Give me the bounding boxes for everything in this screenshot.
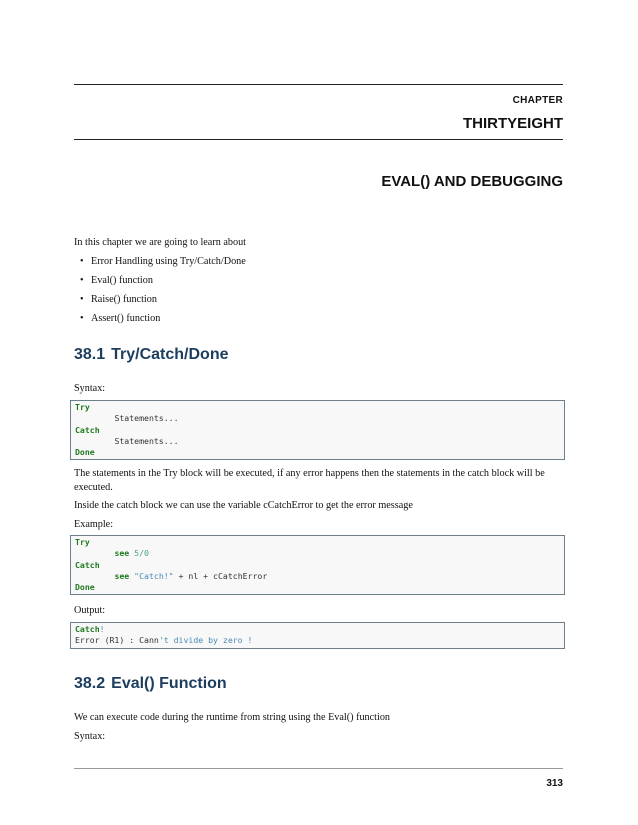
output-label: Output: (74, 605, 106, 616)
code-string: 't divide by zero ! (158, 635, 253, 646)
syntax-code-block (70, 400, 565, 460)
header-bottom-rule (74, 139, 563, 140)
footer-rule (74, 768, 563, 769)
chapter-label: CHAPTER (512, 95, 563, 106)
code-keyword: Try (75, 402, 90, 412)
try-description-paragraph: The statements in the Try block will be executed, if any error happens then the statements in the catch block will be executed. (74, 468, 545, 493)
example-code-block (70, 535, 565, 595)
section-title: Try/Catch/Done (111, 346, 229, 363)
code-text: + nl + cCatchError (173, 570, 268, 581)
section-heading-eval (74, 675, 227, 693)
intro-list-item: • Raise() function (91, 293, 157, 307)
syntax-label: Syntax: (74, 383, 106, 394)
section-title: Eval() Function (111, 675, 227, 692)
code-number: 5/0 (134, 548, 149, 559)
intro-list-item: • Eval() function (91, 274, 153, 288)
example-label: Example: (74, 519, 114, 530)
code-keyword: Catch (75, 624, 100, 634)
code-keyword: see (114, 548, 130, 559)
code-keyword: Done (75, 447, 95, 458)
code-string: "Catch!" (134, 570, 174, 581)
eval-description-paragraph: We can execute code during the runtime from string using the Eval() function (74, 712, 391, 723)
catch-description-paragraph: Inside the catch block we can use the variable cCatchError to get the error message (74, 500, 413, 511)
chapter-number: THIRTYEIGHT (463, 115, 563, 132)
code-keyword: Try (75, 537, 90, 547)
code-keyword: see (114, 570, 130, 581)
code-keyword: Catch (75, 559, 100, 570)
section-number: 38.1 (74, 346, 106, 363)
section-heading-try-catch (74, 346, 229, 364)
syntax-label: Syntax: (74, 731, 106, 742)
code-keyword: Done (75, 582, 95, 593)
page-number: 313 (546, 778, 563, 789)
code-text: Statements... (114, 435, 179, 446)
intro-list-item: • Error Handling using Try/Catch/Done (91, 255, 246, 269)
output-code-block (70, 622, 565, 649)
code-keyword: Catch (75, 424, 100, 435)
header-top-rule (74, 84, 563, 85)
code-text: ! (99, 624, 105, 634)
intro-list-item: • Assert() function (91, 312, 160, 326)
intro-text: In this chapter we are going to learn about (74, 237, 246, 248)
section-number: 38.2 (74, 675, 106, 692)
code-text: Statements... (114, 413, 179, 424)
code-text: Error (R1) : Cann (75, 635, 159, 646)
chapter-title: EVAL() AND DEBUGGING (381, 173, 563, 190)
